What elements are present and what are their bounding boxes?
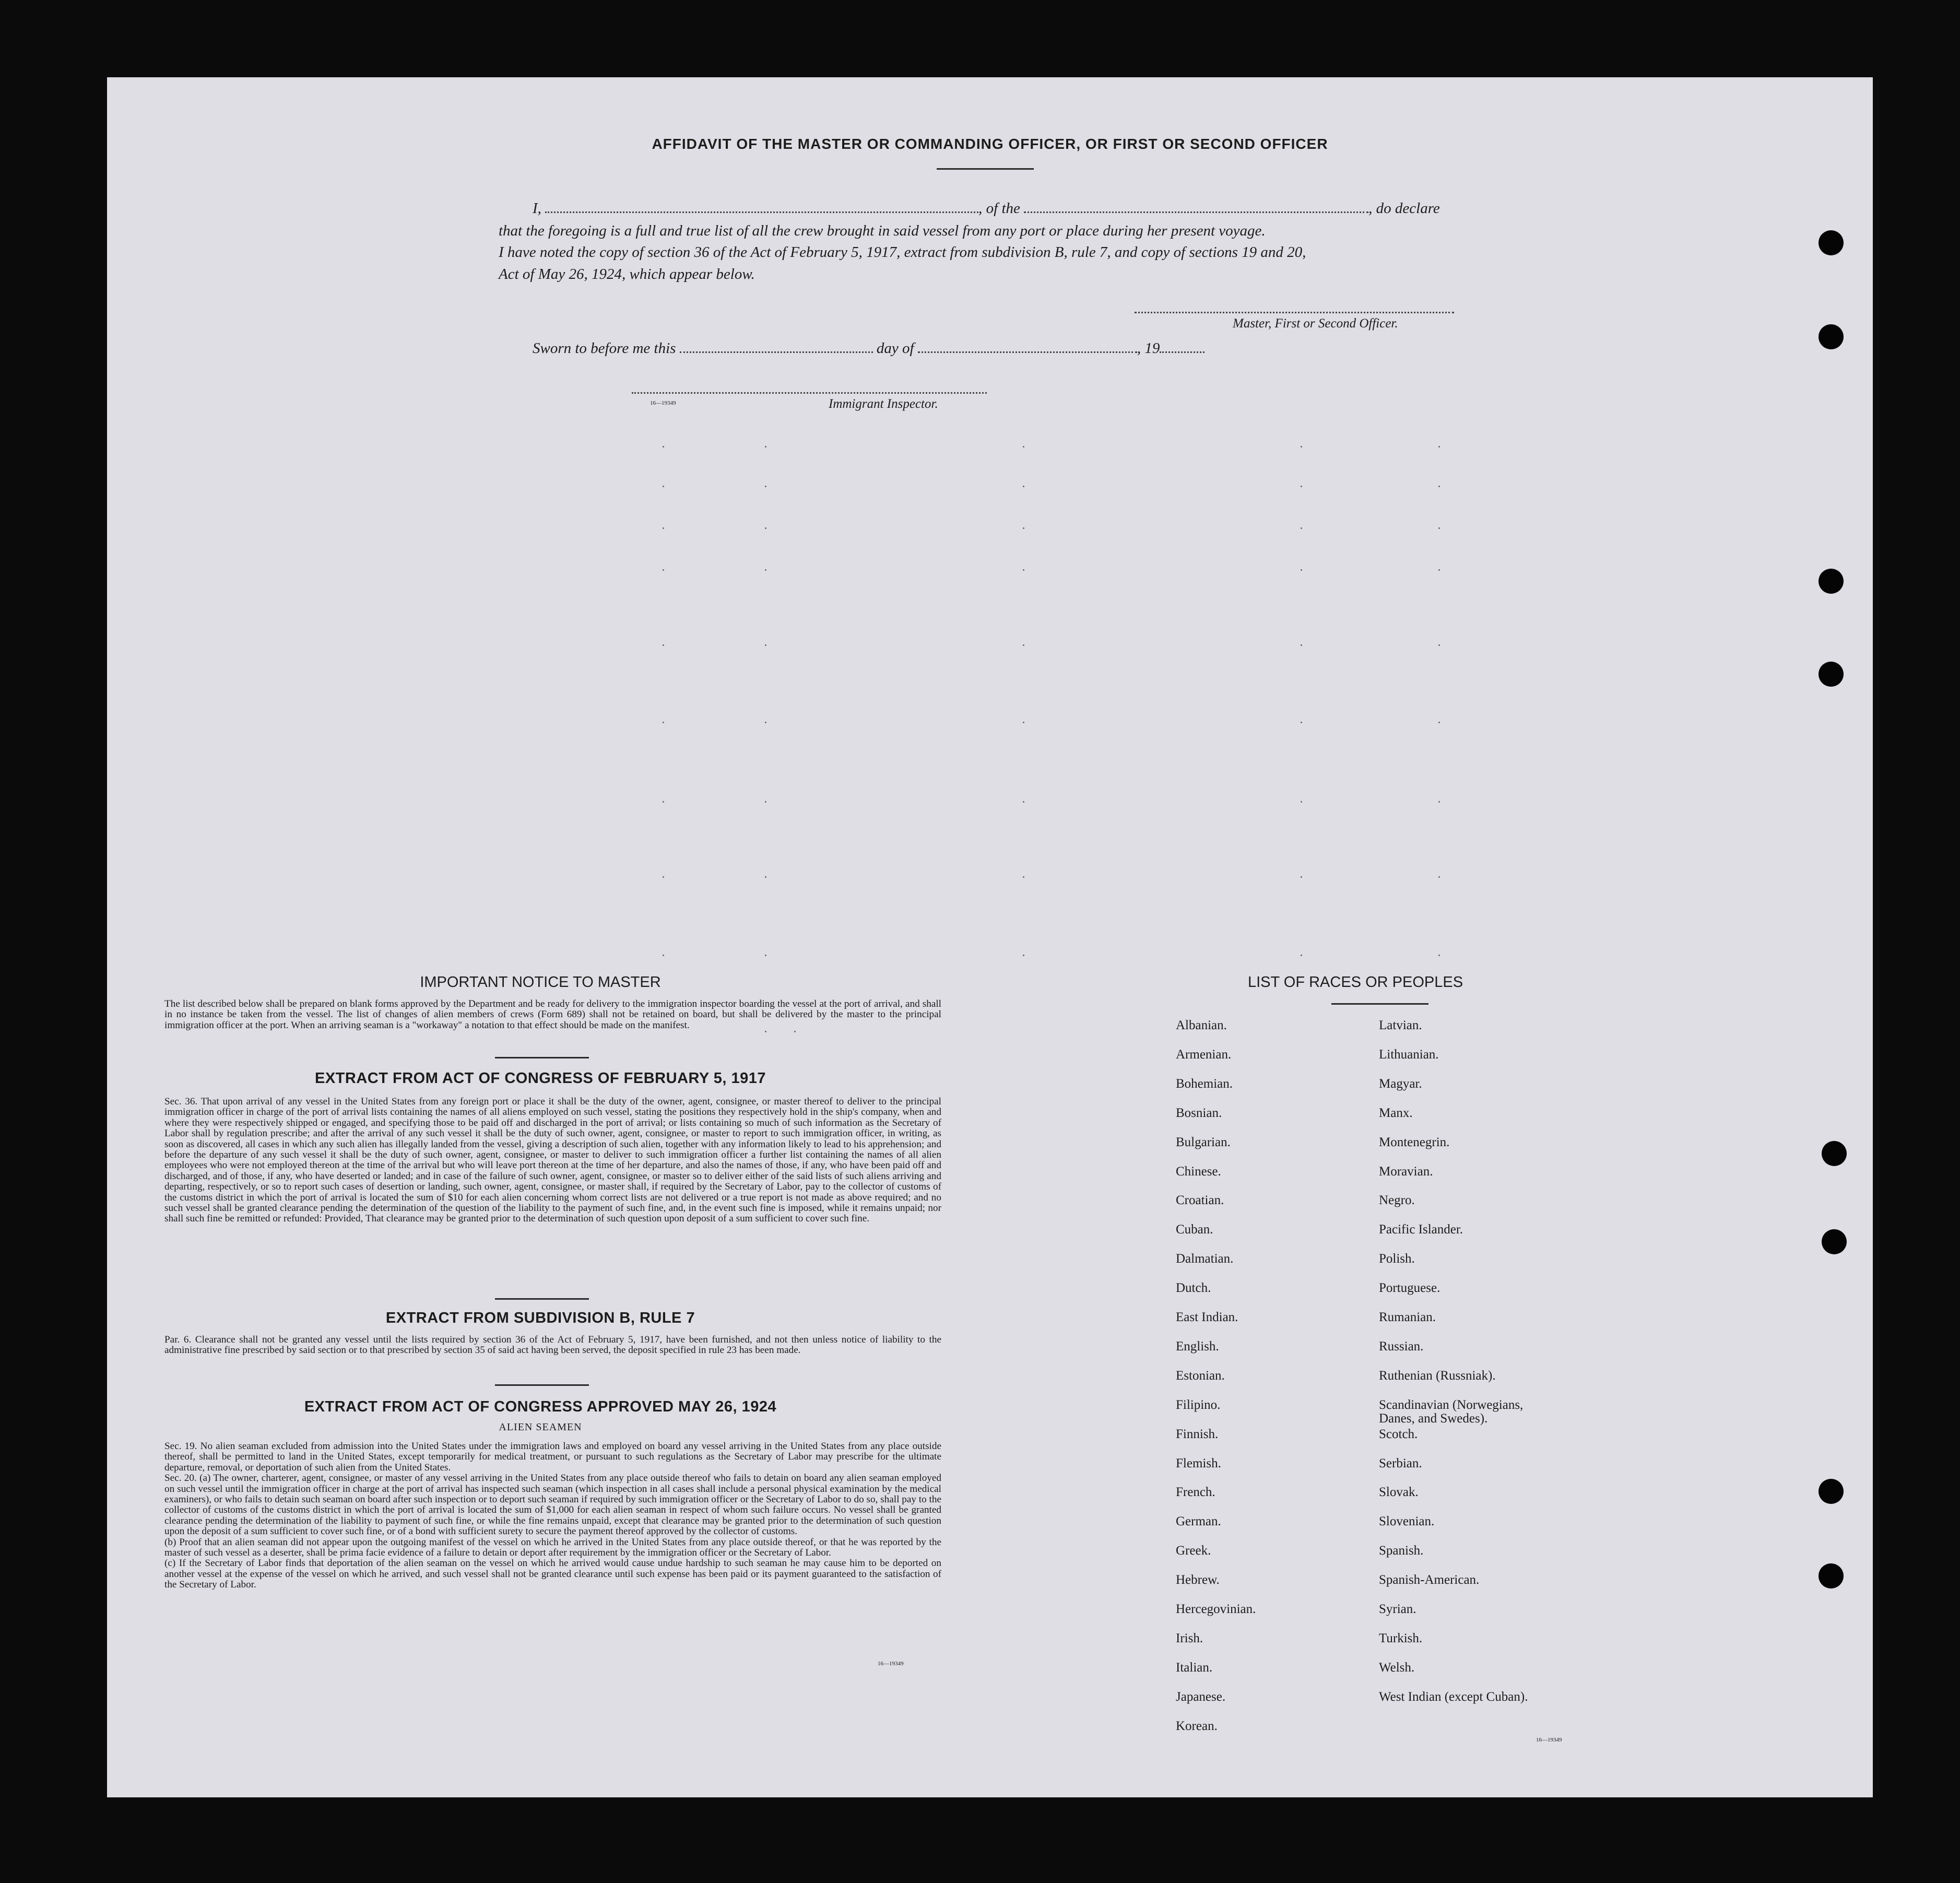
divider <box>495 1384 589 1386</box>
document-page <box>107 77 1873 1797</box>
race-item: Flemish. <box>1176 1456 1221 1470</box>
race-item: Lithuanian. <box>1379 1047 1439 1062</box>
day-of-text: day of <box>876 340 914 357</box>
race-item: Portuguese. <box>1379 1281 1441 1296</box>
race-item: Russian. <box>1379 1339 1424 1354</box>
race-item: Slovak. <box>1379 1485 1419 1500</box>
race-item: Hebrew. <box>1176 1573 1220 1587</box>
affidavit-i: I, <box>533 200 541 217</box>
alien-seamen-heading: ALIEN SEAMEN <box>499 1421 582 1433</box>
race-item: Estonian. <box>1176 1368 1225 1383</box>
race-item: Welsh. <box>1379 1660 1415 1675</box>
race-item: Korean. <box>1176 1719 1218 1733</box>
race-item: West Indian (except Cuban). <box>1379 1689 1528 1704</box>
binder-hole <box>1822 1141 1847 1166</box>
binder-hole <box>1819 1479 1844 1504</box>
race-item: East Indian. <box>1176 1310 1238 1324</box>
act-1924-form-number: 16—19349 <box>878 1661 904 1667</box>
race-item: Turkish. <box>1379 1631 1423 1645</box>
sworn-day-blank[interactable] <box>680 351 873 353</box>
act-1924-body: Sec. 19. No alien seaman excluded from admission into the United States under the immigration laws and employed on board any vessel arriving in the United States from any place outside thereof, shall be permitted to land in the United States, except temporarily for medical treatment, or pursuant to such regulations as the Secretary of Labor may prescribe for the ultimate departure, removal, or deportation of such alien from the United States. Sec. 20. (a) The owner, charterer, agent, consignee, or master of any vessel arriving in the United States from any place outside thereof who fails to detain on board any alien seaman employed on such vessel until the immigration officer in charge at the port of arrival has inspected such seaman (which inspection in all cases shall include a personal physical examination by the medical examiners), or who fails to detain such seaman on board after such inspection or to deport such seaman if required by such immigration officer or the Secretary of Labor to do so, shall pay to the collector of customs of the customs district in which the port of arrival is located the sum of $1,000 for each alien seaman in respect of whom such failure occurs. No vessel shall be granted clearance pending the determination of the liability to payment of such fine, or while the fine remains unpaid, except that clearance may be granted prior to the determination of such question upon the deposit of a sum sufficient to cover such fine, or of a bond with sufficient surety to secure the payment thereof approved by the collector of customs. (b) Proof that an alien seaman did not appear upon the outgoing manifest of the vessel on which he arrived in the United States from any place outside thereof, or that he was reported by the master of such vessel as a deserter, shall be prima facie evidence of a failure to detain or deport after requirement by the immigration officer or the Secretary of Labor. (c) If the Secretary of Labor finds that deportation of the alien seaman on the vessel on which he arrived would cause undue hardship to such seaman he may cause him to be deported on another vessel at the expense of the vessel on which he arrived, and such vessel shall not be granted clearance until such expense has been paid or its payment guaranteed to the satisfaction of the Secretary of Labor. <box>164 1441 941 1591</box>
name-blank[interactable] <box>545 211 978 213</box>
divider <box>495 1057 589 1058</box>
race-item: Ruthenian (Russniak). <box>1379 1368 1496 1383</box>
act-1917-title: EXTRACT FROM ACT OF CONGRESS OF FEBRUARY 5, 1917 <box>314 1070 766 1087</box>
race-item: Dalmatian. <box>1176 1252 1234 1266</box>
race-item: Hercegovinian. <box>1176 1602 1256 1616</box>
race-item: Greek. <box>1176 1544 1211 1558</box>
race-item: Montenegrin. <box>1379 1135 1450 1149</box>
year-prefix: , 19 <box>1137 340 1160 357</box>
master-signature-line[interactable] <box>1135 311 1454 313</box>
binder-hole <box>1819 662 1844 687</box>
race-item: Magyar. <box>1379 1076 1422 1091</box>
race-item: Dutch. <box>1176 1281 1211 1296</box>
affidavit-line-3: I have noted the copy of section 36 of the Act of February 5, 1917, extract from subdivision B, rule 7, and copy of sections 19 and 20, <box>499 244 1306 261</box>
binder-hole <box>1819 324 1844 349</box>
notice-title: IMPORTANT NOTICE TO MASTER <box>420 974 661 991</box>
race-item: Albanian. <box>1176 1018 1227 1032</box>
affidavit-do-declare: , do declare <box>1368 200 1440 217</box>
binder-hole <box>1822 1229 1847 1254</box>
binder-hole <box>1819 569 1844 594</box>
rule7-title: EXTRACT FROM SUBDIVISION B, RULE 7 <box>385 1310 695 1326</box>
race-item: Pacific Islander. <box>1379 1222 1463 1237</box>
race-item: French. <box>1176 1485 1215 1500</box>
race-item: Latvian. <box>1379 1018 1422 1032</box>
sworn-text: Sworn to before me this <box>533 340 676 357</box>
act-1917-body: Sec. 36. That upon arrival of any vessel in the United States from any foreign port or place it shall be the duty of the owner, agent, consignee, or master thereof to deliver to the principal immigration officer in charge of the port of arrival lists containing the names of all aliens employed on such vessel, stating the positions they respectively hold in the ship's company, when and where they were respectively shipped or engaged, and specifying those to be paid off and discharged in the port of arrival; or lists containing so much of such information as the Secretary of Labor shall by regulation prescribe; and after the arrival of any such vessel it shall be the duty of such owner, agent, consignee, or master to report to such immigration officer, in writing, as soon as discovered, all cases in which any such alien has illegally landed from the vessel, giving a description of such alien, together with any information likely to lead to his apprehension; and before the departure of any such vessel it shall be the duty of such owner, agent, consignee, or master to deliver to such immigration officer a further list containing the names of all alien employees who were not employed thereon at the time of the arrival but who will leave port thereon at the time of her departure, and also the names of those, if any, who have been paid off and discharged, and of those, if any, who have deserted or landed; and in case of the failure of such owner, agent, consignee, or master so to deliver either of the said lists of such aliens arriving and departing, respectively, or so to report such cases of desertion or landing, such owner, agent, consignee, or master shall, if required by the Secretary of Labor, pay to the collector of customs of the customs district in which the port of arrival is located the sum of $10 for each alien concerning whom correct lists are not delivered or a true report is not made as above required; and no such vessel shall be granted clearance pending the determination of the question of the liability to the payment of such fine, and, in the event such fine is imposed, while it remains unpaid; nor shall such fine be remitted or refunded: Provided, That clearance may be granted prior to the determination of such question upon deposit of a sum sufficient to cover such fine. <box>164 1096 941 1225</box>
act-1924-title: EXTRACT FROM ACT OF CONGRESS APPROVED MAY 26, 1924 <box>304 1398 777 1415</box>
race-item: Slovenian. <box>1379 1514 1435 1529</box>
divider <box>495 1298 589 1300</box>
sworn-year-blank[interactable] <box>1160 351 1205 353</box>
race-item: Manx. <box>1379 1105 1413 1120</box>
inspector-label: Immigrant Inspector. <box>829 397 938 411</box>
affidavit-title: AFFIDAVIT OF THE MASTER OR COMMANDING OFFICER, OR FIRST OR SECOND OFFICER <box>652 136 1328 152</box>
race-item: Scotch. <box>1379 1427 1418 1441</box>
race-item: Negro. <box>1379 1193 1415 1208</box>
race-item: Bosnian. <box>1176 1105 1222 1120</box>
race-item: Bohemian. <box>1176 1076 1233 1091</box>
race-item: Irish. <box>1176 1631 1203 1645</box>
race-item: Moravian. <box>1379 1164 1433 1179</box>
races-title: LIST OF RACES OR PEOPLES <box>1248 974 1463 991</box>
race-item: Japanese. <box>1176 1689 1226 1704</box>
race-item: Spanish. <box>1379 1544 1424 1558</box>
binder-hole <box>1819 230 1844 255</box>
race-item: German. <box>1176 1514 1221 1529</box>
title-underline <box>937 168 1034 170</box>
race-item: Italian. <box>1176 1660 1213 1675</box>
race-item: Polish. <box>1379 1252 1415 1266</box>
vessel-blank[interactable] <box>1024 211 1368 213</box>
affidavit-line-2: that the foregoing is a full and true list of all the crew brought in said vessel from any port or place during her present voyage. <box>499 222 1266 239</box>
rule7-body: Par. 6. Clearance shall not be granted any vessel until the lists required by section 36 of the Act of February 5, 1917, have been furnished, and not then unless notice of liability to the administrative fine prescribed by said section or to that prescribed by section 35 of said act having been served, the deposit specified in rule 23 has been made. <box>164 1334 941 1356</box>
race-item: Croatian. <box>1176 1193 1224 1208</box>
race-item: English. <box>1176 1339 1219 1354</box>
races-underline <box>1331 1003 1428 1005</box>
affidavit-of-the: , of the <box>978 200 1020 217</box>
race-item: Bulgarian. <box>1176 1135 1231 1149</box>
race-item: Syrian. <box>1379 1602 1416 1616</box>
race-item: Spanish-American. <box>1379 1573 1480 1587</box>
affidavit-line-1 <box>533 197 1440 219</box>
race-item: Rumanian. <box>1379 1310 1436 1324</box>
sworn-line <box>533 337 1205 359</box>
race-item: Filipino. <box>1176 1397 1221 1412</box>
races-form-number: 16—19349 <box>1536 1737 1562 1743</box>
master-label: Master, First or Second Officer. <box>1233 316 1398 331</box>
notice-body: The list described below shall be prepared on blank forms approved by the Department and be ready for delivery to the immigration inspector boarding the vessel at the port of arrival, and shall in no instance be taken from the vessel. The list of changes of alien members of crews (Form 689) shall not be retained on board, but shall be delivered by the master to the principal immigration officer at the port. When an arriving seaman is a "workaway" a notation to that effect should be made on the manifest. <box>164 998 941 1031</box>
race-item: Cuban. <box>1176 1222 1213 1237</box>
affidavit-line-4: Act of May 26, 1924, which appear below. <box>499 266 755 283</box>
race-item: Finnish. <box>1176 1427 1219 1441</box>
affidavit-form-number: 16—19349 <box>650 400 676 406</box>
race-item: Armenian. <box>1176 1047 1232 1062</box>
race-item: Serbian. <box>1379 1456 1422 1470</box>
race-item: Scandinavian (Norwegians, Danes, and Swedes). <box>1379 1397 1524 1426</box>
sworn-month-blank[interactable] <box>918 351 1137 353</box>
race-item: Chinese. <box>1176 1164 1221 1179</box>
inspector-signature-line[interactable] <box>632 392 987 394</box>
binder-hole <box>1819 1563 1844 1588</box>
